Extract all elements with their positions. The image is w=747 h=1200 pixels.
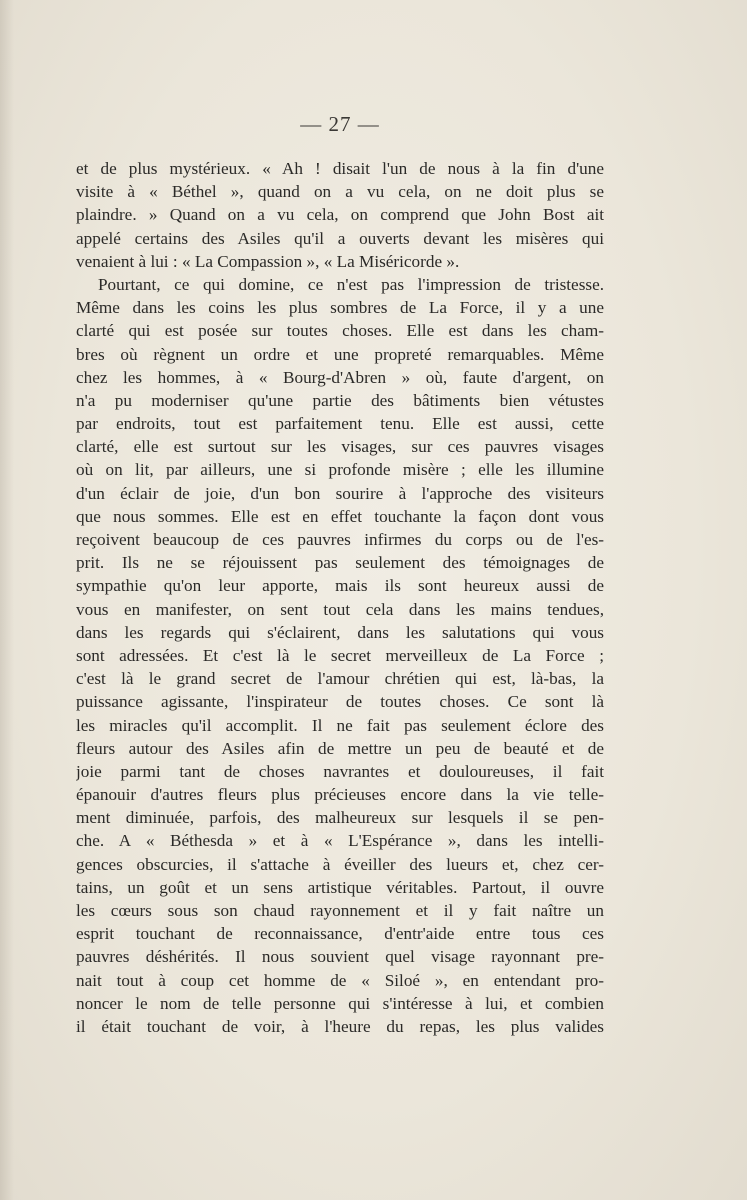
text-line: venaient à lui : « La Compassion », « La Miséricorde ». xyxy=(76,251,460,271)
text-line: nait tout à coup cet homme de « Siloé », en entendant pro- xyxy=(76,970,604,990)
text-line: prit. Ils ne se réjouissent pas seulement des témoignages de xyxy=(76,553,604,573)
text-line: épanouir d'autres fleurs plus précieuses encore dans la vie telle- xyxy=(76,785,604,805)
text-line: bres où règnent un ordre et une propreté remarquables. Même xyxy=(76,344,604,364)
text-line: sympathie qu'on leur apporte, mais ils sont heureux aussi de xyxy=(76,576,604,596)
text-line: visite à « Béthel », quand on a vu cela, on ne doit plus se xyxy=(76,182,604,202)
text-line: que nous sommes. Elle est en effet touchante la façon dont vous xyxy=(76,506,604,526)
text-line: fleurs autour des Asiles afin de mettre un peu de beauté et de xyxy=(76,738,604,758)
text-line: d'un éclair de joie, d'un bon sourire à l'approche des visiteurs xyxy=(76,483,604,503)
text-line: clarté qui est posée sur toutes choses. Elle est dans les cham- xyxy=(76,321,604,341)
text-line: et de plus mystérieux. « Ah ! disait l'un de nous à la fin d'une xyxy=(76,159,604,178)
text-line: tains, un goût et un sens artistique véritables. Partout, il ouvre xyxy=(76,877,604,897)
text-line: les miracles qu'il accomplit. Il ne fait pas seulement éclore des xyxy=(76,715,604,735)
text-line: esprit touchant de reconnaissance, d'entr'aide entre tous ces xyxy=(76,924,604,944)
text-line: Pourtant, ce qui domine, ce n'est pas l'impression de tristesse. xyxy=(98,274,604,294)
text-line: appelé certains des Asiles qu'il a ouverts devant les misères qui xyxy=(76,228,604,248)
text-line: par endroits, tout est parfaitement tenu. Elle est aussi, cette xyxy=(76,414,604,434)
text-line: clarté, elle est surtout sur les visages, sur ces pauvres visages xyxy=(76,437,604,457)
text-line: sont adressées. Et c'est là le secret merveilleux de La Force ; xyxy=(76,645,604,665)
text-line: où on lit, par ailleurs, une si profonde misère ; elle les illumine xyxy=(76,460,604,480)
text-line: plaindre. » Quand on a vu cela, on comprend que John Bost ait xyxy=(76,205,604,225)
page-edge-shadow xyxy=(0,0,14,1200)
text-line: vous en manifester, on sent tout cela dans les mains tendues, xyxy=(76,599,604,619)
body-text xyxy=(76,157,604,1038)
page-number: — 27 — xyxy=(300,112,380,136)
text-line: chez les hommes, à « Bourg-d'Abren » où, faute d'argent, on xyxy=(76,367,604,387)
text-line: gences obscurcies, il s'attache à éveiller des lueurs et, chez cer- xyxy=(76,854,604,874)
text-line: Même dans les coins les plus sombres de La Force, il y a une xyxy=(76,298,604,318)
text-line: il était touchant de voir, à l'heure du repas, les plus valides xyxy=(76,1016,604,1036)
text-line: joie parmi tant de choses navrantes et douloureuses, il fait xyxy=(76,761,604,781)
text-line: reçoivent beaucoup de ces pauvres infirmes du corps ou de l'es- xyxy=(76,530,604,549)
text-line: che. A « Béthesda » et à « L'Espérance », dans les intelli- xyxy=(76,831,604,851)
text-line: puissance agissante, l'inspirateur de toutes choses. Ce sont là xyxy=(76,692,604,712)
text-line: les cœurs sous son chaud rayonnement et il y fait naître un xyxy=(76,901,604,920)
text-line: dans les regards qui s'éclairent, dans les salutations qui vous xyxy=(76,622,604,642)
text-line: n'a pu moderniser qu'une partie des bâtiments bien vétustes xyxy=(76,390,604,410)
text-line: pauvres déshérités. Il nous souvient quel visage rayonnant pre- xyxy=(76,947,604,967)
text-line: noncer le nom de telle personne qui s'intéresse à lui, et combien xyxy=(76,993,604,1013)
text-line: ment diminuée, parfois, des malheureux sur lesquels il se pen- xyxy=(76,808,604,828)
text-line: c'est là le grand secret de l'amour chrétien qui est, là-bas, la xyxy=(76,669,604,689)
